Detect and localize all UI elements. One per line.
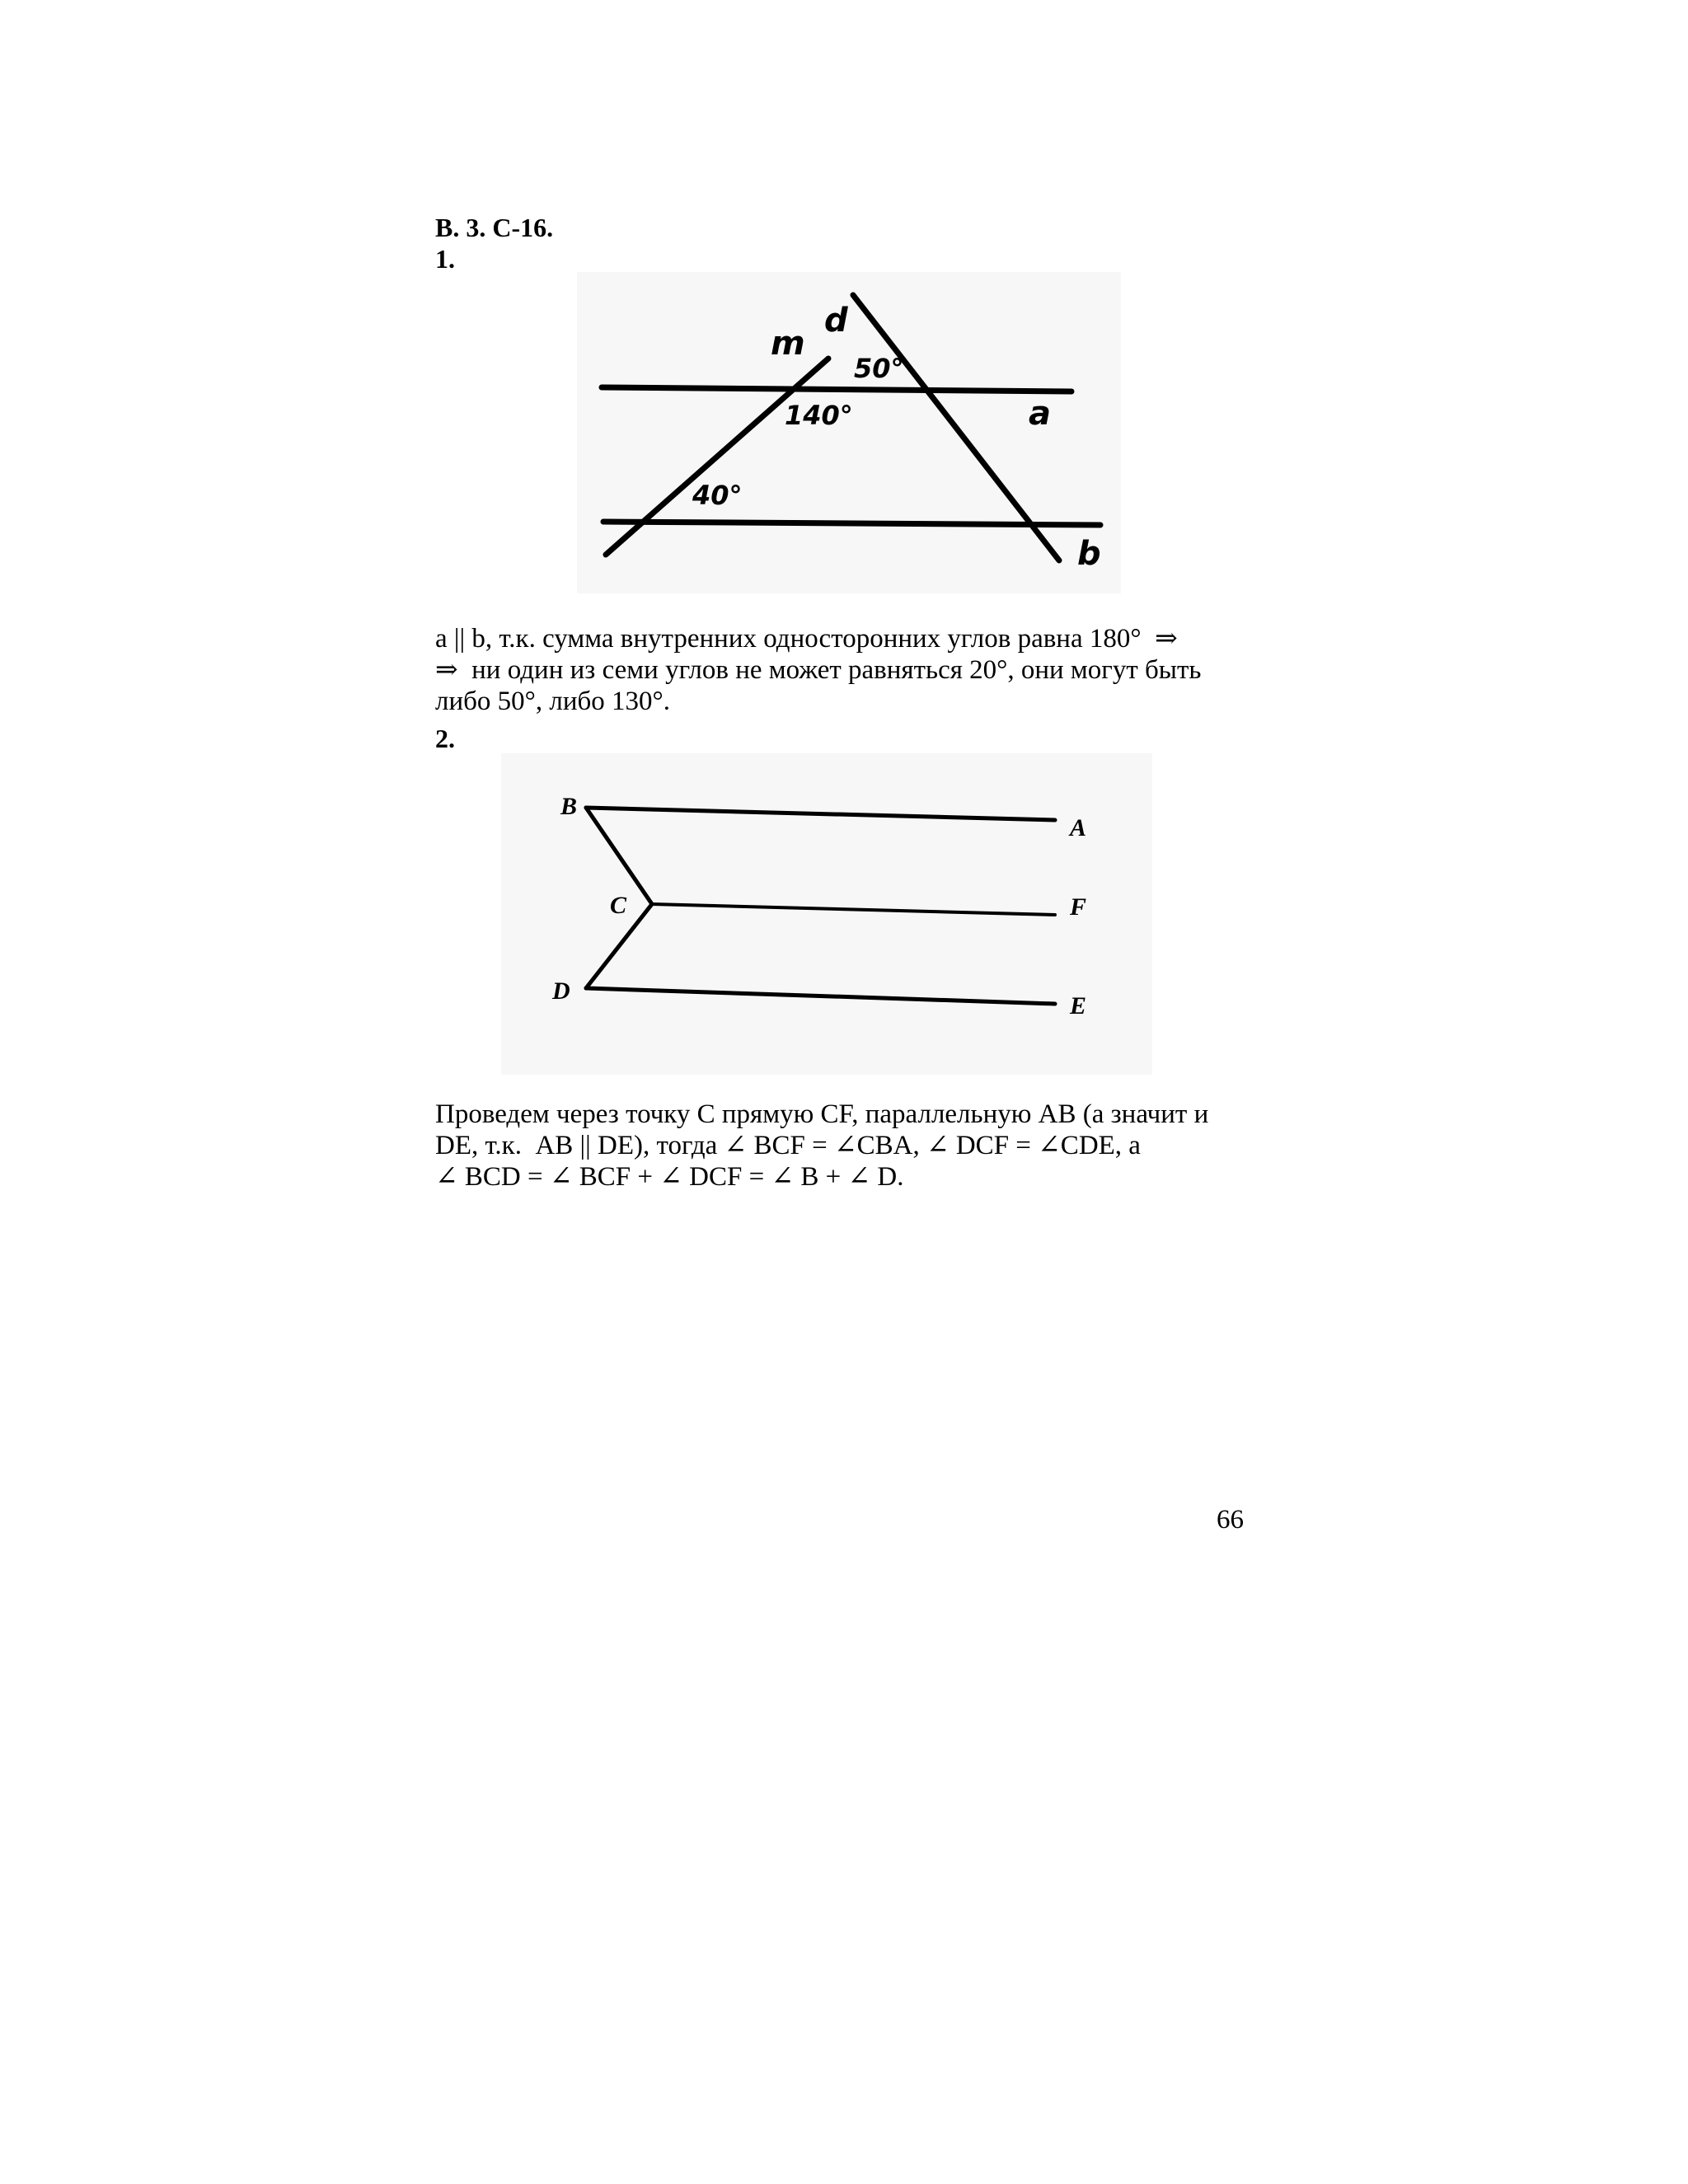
label-a: a xyxy=(1029,395,1051,433)
task-2-line-1: Проведем через точку C прямую CF, параллельную AB (а значит и xyxy=(435,1099,1209,1129)
task-1-line-2: ⇒ ни один из семи углов не может равняться 20°, они могут быть xyxy=(435,655,1202,685)
label-m: m xyxy=(771,325,805,363)
task-2-number: 2. xyxy=(435,724,455,753)
point-label-b: B xyxy=(560,793,578,820)
angle-label-140: 140° xyxy=(785,400,853,431)
figure-1-parallel-lines xyxy=(577,272,1121,593)
page-number: 66 xyxy=(1217,1505,1244,1535)
line-a xyxy=(602,387,1071,391)
label-b: b xyxy=(1077,535,1101,573)
task-2-line-2: DE, т.к. AB || DE), тогда ∠ BCF = ∠CBA, ∠ DCF = ∠CDE, а xyxy=(435,1131,1141,1160)
figure-2-broken-line xyxy=(501,753,1152,1075)
point-label-d: D xyxy=(552,977,570,1005)
point-label-a: A xyxy=(1070,814,1087,841)
task-1-line-3: либо 50°, либо 130°. xyxy=(435,687,670,716)
task-2-explanation xyxy=(435,1099,1247,1193)
task-1-explanation xyxy=(435,623,1247,717)
angle-label-50: 50° xyxy=(854,353,904,384)
task-1-line-1: a || b, т.к. сумма внутренних односторонних углов равна 180° ⇒ xyxy=(435,624,1178,654)
point-label-e: E xyxy=(1070,992,1087,1019)
task-2-line-3: ∠ BCD = ∠ BCF + ∠ DCF = ∠ B + ∠ D. xyxy=(435,1162,904,1192)
variant-heading: В. 3. С-16. xyxy=(435,213,554,242)
angle-label-40: 40° xyxy=(692,480,743,511)
point-label-c: C xyxy=(610,892,627,919)
point-label-f: F xyxy=(1070,893,1087,921)
task-1-number: 1. xyxy=(435,244,455,274)
label-d: d xyxy=(824,302,848,340)
